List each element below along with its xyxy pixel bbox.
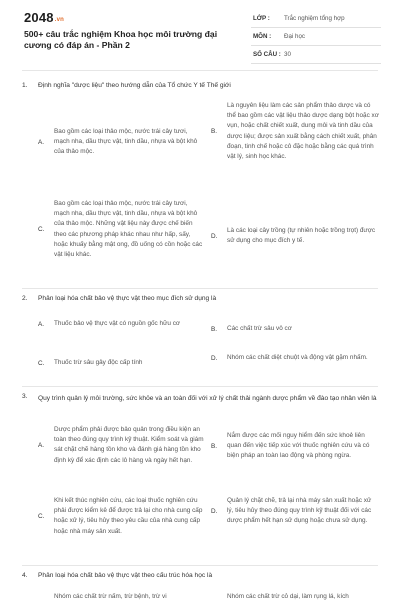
logo-suffix: .vn	[54, 17, 65, 23]
option-text: Nhóm các chất trừ nấm, trừ bệnh, trừ vi	[54, 593, 167, 600]
option-text: Là nguyên liệu làm các sản phẩm thảo dược và có thể bao gồm các vật liệu thảo dược dạng bột hoặc xơ vụn, hoặc chất chiết xuất, dung môi và tinh dầu của dược liệu; được sản xuất bằng cách chiết xuất, phân đoạn, tinh chế hoặc cô đặc hoặc bằng các quá trình vật lý, sinh học khác.	[227, 102, 379, 161]
document-title: 500+ câu trắc nghiệm Khoa học môi trường đại cương có đáp án - Phần 2	[24, 29, 218, 50]
option-letter: C.	[38, 359, 45, 367]
option-letter: C.	[38, 226, 45, 234]
question-number: 3.	[22, 393, 28, 400]
option-letter: D.	[211, 507, 218, 515]
meta-value: Trắc nghiệm tổng hợp	[284, 15, 345, 22]
option-a[interactable]	[38, 425, 208, 466]
question-stem: Phân loại hóa chất bảo vệ thực vật theo cấu trúc hóa học là	[38, 572, 213, 579]
option-letter: D.	[211, 354, 218, 362]
meta-count-row	[251, 48, 381, 64]
option-b[interactable]	[211, 324, 383, 334]
question-stem: Phân loại hóa chất bảo vệ thực vật theo mục đích sử dụng là	[38, 295, 217, 302]
meta-subject-row	[251, 30, 381, 46]
option-d[interactable]	[211, 353, 383, 363]
option-a[interactable]	[38, 319, 208, 329]
option-d[interactable]	[211, 226, 383, 246]
option-text: Là các loại cây trồng (tự nhiên hoặc trồng trọt) được sử dụng cho mục đích y tế.	[227, 227, 376, 245]
divider	[22, 565, 378, 566]
meta-value: 30	[284, 51, 291, 58]
option-a[interactable]	[38, 592, 208, 600]
question-stem: Quy trình quản lý môi trường, sức khỏe và an toàn đối với xử lý chất thải ngành dược phẩm về đào tạo nhân viên là	[38, 395, 377, 402]
option-c[interactable]	[38, 496, 208, 537]
option-c[interactable]	[38, 199, 208, 260]
question-number: 4.	[22, 572, 28, 579]
option-text: Quản lý chặt chẽ, trả lại nhà máy sản xuất hoặc xử lý, tiêu hủy theo đúng quy trình kỹ thuật đối với các dược phẩm hết hạn sử dụng hoặc chưa sử dụng.	[227, 497, 372, 525]
option-b[interactable]	[211, 431, 383, 462]
question-text	[22, 295, 216, 302]
option-text: Nắm được các mối nguy hiểm đến sức khoẻ liên quan đến việc tiếp xúc với thuốc nghiên cứu và có biện pháp an toàn lao động và phòng ngừa.	[227, 432, 370, 460]
option-letter: C.	[38, 512, 45, 520]
meta-class-row	[251, 12, 381, 28]
option-text: Dược phẩm phải được bảo quản trong điều kiện an toàn theo đúng quy trình kỹ thuật. Kiểm soát và giám sát chặt chẽ hàng tồn kho và đánh giá hàng tồn kho định kỳ để xác định các lô hàng và ngày hết hạn.	[54, 426, 204, 464]
option-text: Thuốc bảo vệ thực vật có nguồn gốc hữu cơ	[54, 320, 181, 327]
option-d[interactable]	[211, 496, 383, 527]
meta-label: SỐ CÂU :	[253, 51, 281, 58]
option-c[interactable]	[38, 358, 208, 368]
question-number: 1.	[22, 82, 28, 89]
option-b[interactable]	[211, 592, 383, 600]
option-a[interactable]	[38, 127, 208, 158]
option-letter: B.	[211, 325, 218, 333]
divider	[22, 288, 378, 289]
header	[0, 0, 400, 76]
option-letter: B.	[211, 442, 218, 450]
option-text: Các chất trừ sâu vô cơ	[227, 325, 292, 332]
option-text: Khi kết thúc nghiên cứu, các loại thuốc nghiên cứu phải được kiểm kê để được trả lại cho nhà cung cấp hoặc xử lý, tiêu hủy theo yêu cầu của nhà cung cấp hoặc nhà máy sản xuất.	[54, 497, 203, 535]
option-b[interactable]	[211, 101, 383, 162]
option-letter: A.	[38, 320, 45, 328]
option-letter: A.	[38, 441, 45, 449]
option-text: Thuốc trừ sâu gây độc cấp tính	[54, 359, 143, 366]
question-number: 2.	[22, 295, 28, 302]
question-text	[22, 393, 378, 404]
divider	[22, 70, 378, 71]
meta-value: Đại học	[284, 33, 305, 40]
question-stem: Định nghĩa "dược liệu" theo hướng dẫn của Tổ chức Y tế Thế giới	[38, 82, 231, 89]
document-meta	[251, 12, 381, 66]
option-letter: A.	[38, 138, 45, 146]
option-letter: D.	[211, 232, 218, 240]
option-text: Bao gồm các loại thảo mộc, nước trái cây tươi, mạch nha, dầu thực vật, tinh dầu, nhựa và bột khô của thảo mộc. Những vật liệu này được chế biến theo các phương pháp khác nhau như hấp, sấy, hoặc khuấy bằng mật ong, đồ uống có cồn hoặc các vật liệu khác.	[54, 200, 203, 259]
question-text	[22, 572, 212, 579]
logo-main: 2048	[24, 10, 54, 25]
option-text: Bao gồm các loại thảo mộc, nước trái cây tươi, mạch nha, dầu thực vật, tinh dầu, nhựa và bột khô của thảo mộc.	[54, 128, 198, 156]
option-text: Nhóm các chất diệt chuột và động vật gặm nhấm.	[227, 354, 368, 361]
question-text	[22, 82, 231, 89]
option-letter: B.	[211, 128, 218, 136]
option-text: Nhóm các chất trừ cỏ dại, làm rụng lá, kích	[227, 593, 349, 600]
meta-label: MÔN :	[253, 33, 272, 40]
divider	[22, 386, 378, 387]
meta-label: LỚP :	[253, 15, 270, 22]
site-logo[interactable]	[24, 10, 64, 25]
